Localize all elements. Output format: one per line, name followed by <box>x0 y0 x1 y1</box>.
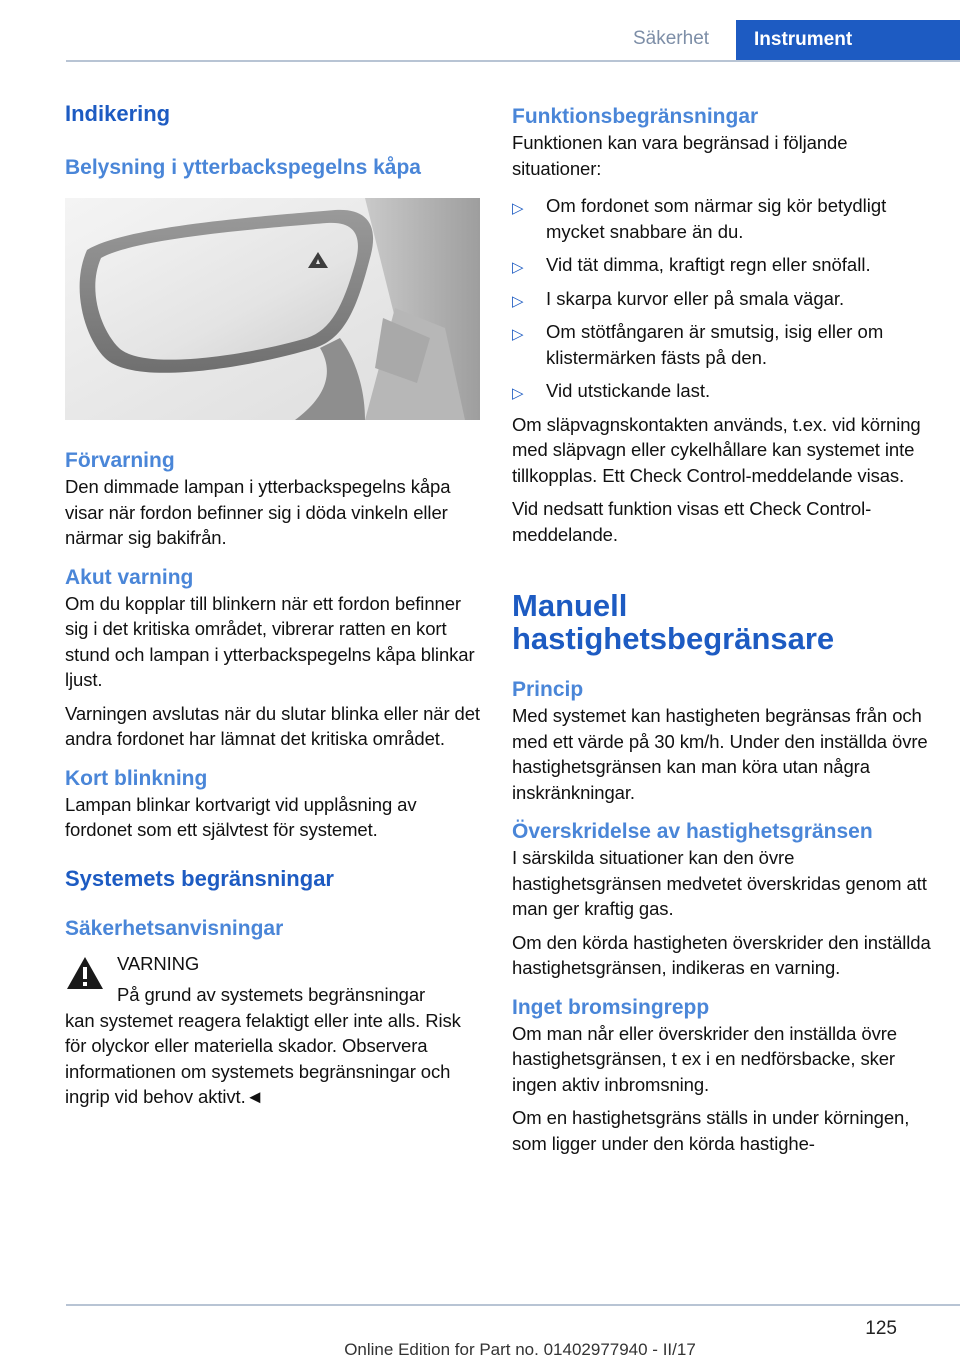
triangle-bullet-icon: ▷ <box>512 385 524 402</box>
triangle-bullet-icon: ▷ <box>512 200 524 217</box>
kort-heading: Kort blinkning <box>65 766 208 790</box>
page-header <box>0 0 960 62</box>
manual-limiter-title: Manuell hastighetsbegränsare <box>512 588 835 656</box>
over-text-2: Om den körda hastigheten överskrider den inställda hastighetsgränsen, indikeras en varning. <box>512 931 931 978</box>
forvarning-heading: Förvarning <box>65 449 175 472</box>
triangle-bullet-icon: ▷ <box>512 326 524 343</box>
right-column <box>512 100 932 1164</box>
warning-box <box>65 951 485 1110</box>
func-list <box>512 193 932 404</box>
warning-text-1: På grund av systemets begränsningar <box>117 984 426 1005</box>
princip-heading: Princip <box>512 678 584 701</box>
inget-heading: Inget bromsingrepp <box>512 995 710 1019</box>
safety-title: Säkerhetsanvisningar <box>65 916 284 940</box>
list-item: ▷ Vid tät dimma, kraftigt regn eller snöfall. <box>512 252 932 278</box>
warning-triangle-icon <box>65 955 105 991</box>
section-title: Indikering <box>65 101 171 126</box>
func-text-2: Vid nedsatt funktion visas ett Check Control-meddelande. <box>512 498 872 545</box>
akut-text-1: Om du kopplar till blinkern när ett fordon befinner sig i det kritiska området, vibrerar ratten en kort stund och lampan i ytterbackspegelns kåpa blinkar ljust. <box>65 592 475 690</box>
page-number: 125 <box>865 1318 897 1339</box>
header-divider <box>66 60 960 62</box>
over-heading: Överskridelse av hastighetsgränsen <box>512 820 873 843</box>
tab-sakerhet[interactable]: Säkerhet <box>633 28 710 49</box>
warning-text-2: kan systemet reagera felaktigt eller inte alls. Risk för olyckor eller materiella skador. Observera informationen om systemets begränsningar och ingrip vid behov aktivt.◄ <box>65 1009 461 1107</box>
akut-text-2: Varningen avslutas när du slutar blinka eller när det andra fordonet har lämnat det kritiska området. <box>65 702 480 749</box>
subsection-title: Belysning i ytterbackspegelns kåpa <box>65 156 421 179</box>
left-column <box>65 100 485 1118</box>
over-text-1: I särskilda situationer kan den övre hastighetsgränsen medvetet överskridas genom att man ger kraftig gas. <box>512 847 927 919</box>
forvarning-text: Den dimmade lampan i ytterbackspegelns kåpa visar när fordon befinner sig i döda vinkeln eller närmar sig bakifrån. <box>65 476 451 548</box>
kort-text: Lampan blinkar kortvarigt vid upplåsning av fordonet som ett självtest för systemet. <box>65 793 417 840</box>
warning-label: VARNING <box>117 952 200 974</box>
edition-line: Online Edition for Part no. 01402977940 - II/17 <box>344 1340 696 1359</box>
func-intro: Funktionen kan vara begränsad i följande situationer: <box>512 132 848 179</box>
triangle-bullet-icon: ▷ <box>512 259 524 276</box>
inget-text-2: Om en hastighetsgräns ställs in under körningen, som ligger under den körda hastighe- <box>512 1107 910 1154</box>
princip-text: Med systemet kan hastigheten begränsas från och med ett värde på 30 km/h. Under den inställda övre hastighetsgränsen kan man köra utan några inskränkningar. <box>512 705 928 803</box>
akut-heading: Akut varning <box>65 565 194 589</box>
mirror-illustration <box>65 198 480 420</box>
func-heading: Funktionsbegränsningar <box>512 105 759 128</box>
footer-divider <box>66 1304 960 1306</box>
list-item: ▷ I skarpa kurvor eller på smala vägar. <box>512 286 932 312</box>
tab-instrument[interactable]: Instrument <box>736 20 960 60</box>
limits-title: Systemets begränsningar <box>65 865 334 891</box>
inget-text-1: Om man når eller överskrider den inställda övre hastighetsgränsen, t ex i en nedförsbacke, sker ingen aktiv inbromsning. <box>512 1022 897 1095</box>
list-item: ▷ Om stötfångaren är smutsig, isig eller om klistermärken fästs på den. <box>512 321 884 368</box>
list-item: ▷ Vid utstickande last. <box>512 378 932 404</box>
list-item: ▷ Om fordonet som närmar sig kör betydligt mycket snabbare än du. <box>512 195 887 242</box>
func-text-1: Om släpvagnskontakten används, t.ex. vid körning med släpvagn eller cykelhållare kan systemet inte tillkopplas. Ett Check Control-meddelande visas. <box>512 413 921 486</box>
triangle-bullet-icon: ▷ <box>512 292 524 310</box>
